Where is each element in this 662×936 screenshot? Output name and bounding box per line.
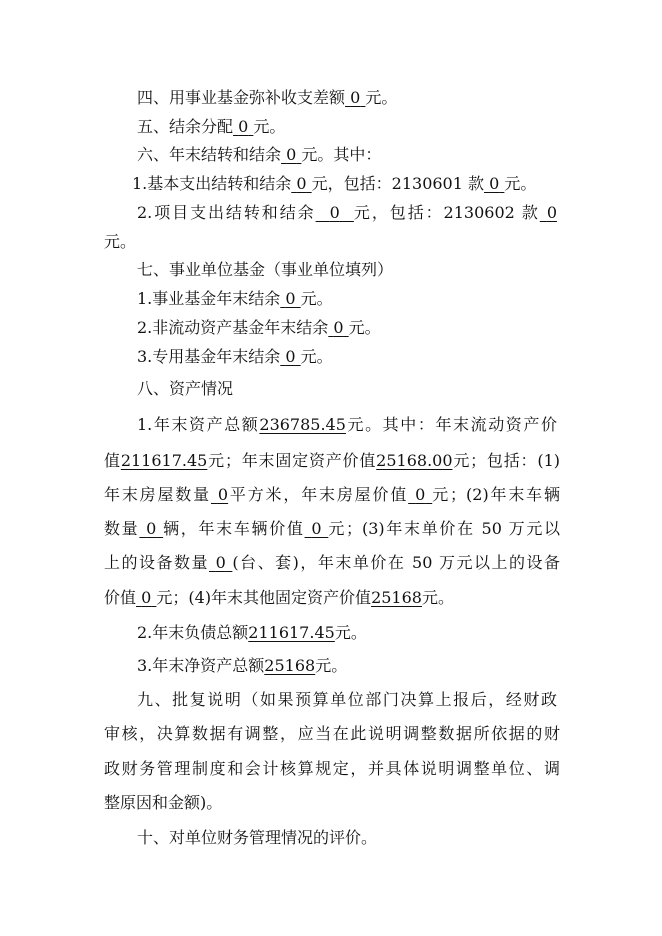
text: 数量: [104, 519, 140, 538]
section-5-line: [137, 116, 285, 138]
section-7-heading: 七、事业单位基金（事业单位填列）: [137, 260, 394, 279]
section-7-item-2: [137, 317, 381, 339]
section-6-item-2: [137, 202, 557, 224]
text: 元；(4)年末其他固定资产价值: [156, 588, 372, 607]
basic-carryover-value: 0: [296, 174, 307, 193]
other-fixed-assets-value: 25168: [371, 588, 422, 607]
project-carryover-value: 0: [329, 203, 340, 222]
asset-para-line-6: [104, 587, 454, 609]
equipment-value: 0: [141, 588, 152, 607]
text: 2.项目支出结转和结余: [137, 203, 316, 222]
section-8-heading: 八、资产情况: [137, 379, 234, 398]
text: 元。: [104, 232, 137, 251]
text: 五、结余分配: [137, 117, 234, 136]
vehicle-quantity-value: 0: [146, 519, 157, 538]
text: 元；(2)年末车辆: [432, 485, 560, 504]
asset-para-line-5: [104, 552, 560, 574]
text: 值: [104, 451, 121, 470]
text: 元。: [315, 656, 348, 675]
total-liabilities-value: 211617.45: [248, 623, 335, 642]
asset-para-line-2: [104, 450, 560, 472]
section-7-item-3: [137, 346, 333, 368]
special-fund-value: 0: [285, 347, 296, 366]
basic-carryover-2130601-value: 0: [489, 174, 500, 193]
house-value: 0: [415, 485, 426, 504]
text: 上的设备数量: [104, 553, 210, 572]
text: 元。: [334, 623, 367, 642]
asset-para-line-3: [104, 484, 560, 506]
text: 1.事业基金年末结余: [137, 289, 281, 308]
text: 元；(3)年末单价在 50 万元以: [328, 519, 561, 538]
asset-para-line-4: [104, 518, 560, 540]
text: 元。: [253, 117, 286, 136]
section-9-line-4: 整原因和金额)。: [104, 793, 223, 812]
section-9-line-2: 审核，决算数据有调整，应当在此说明调整数据所依据的财: [104, 724, 560, 743]
text: 元；包括：(1): [452, 451, 560, 470]
house-quantity-value: 0: [217, 485, 229, 504]
equipment-quantity-value: 0: [215, 553, 226, 572]
text: 元。其中：: [301, 145, 382, 164]
text: 价值: [104, 588, 137, 607]
section-9-line-1: 九、批复说明（如果预算单位部门决算上报后，经财政: [137, 690, 557, 709]
section-6-item-2-cont: [104, 231, 136, 253]
section-9-line-3: 政财务管理制度和会计核算规定，并具体说明调整单位、调: [104, 759, 560, 778]
surplus-distribution-value: 0: [238, 117, 249, 136]
text: 辆，年末车辆价值: [163, 519, 305, 538]
text: 3.年末净资产总额: [137, 656, 265, 675]
text: 元，包括：2130602 款: [353, 203, 540, 222]
text: 元。: [348, 318, 381, 337]
section-8-item-2: [137, 622, 367, 644]
text: 2.非流动资产基金年末结余: [137, 318, 329, 337]
total-assets-value: 236785.45: [259, 415, 346, 434]
text: 3.专用基金年末结余: [137, 347, 281, 366]
text: 元。: [300, 289, 333, 308]
net-assets-value: 25168: [264, 656, 316, 675]
text: 2.年末负债总额: [137, 623, 249, 642]
text: 1.年末资产总额: [137, 415, 260, 434]
text: 1.基本支出结转和结余: [132, 174, 292, 193]
text: 六、年末结转和结余: [137, 145, 282, 164]
text: (台、套)，年末单价在 50 万元以上的设备: [232, 553, 560, 572]
text: 平方米，年末房屋价值: [228, 485, 409, 504]
year-end-carryover-value: 0: [286, 145, 297, 164]
asset-para-line-1: [137, 414, 557, 436]
project-carryover-2130602-value: 0: [546, 203, 557, 222]
section-6-item-1: [132, 173, 536, 195]
text: 元。其中：年末流动资产价: [345, 415, 557, 434]
section-4-line: [137, 87, 397, 109]
fund-offset-value: 0: [350, 88, 361, 107]
text: 四、用事业基金弥补收支差额: [137, 88, 346, 107]
current-assets-value: 211617.45: [120, 451, 208, 470]
text: 元。: [365, 88, 398, 107]
fixed-assets-value: 25168.00: [376, 451, 453, 470]
text: 元；年末固定资产价值: [207, 451, 377, 470]
section-6-line: [137, 144, 381, 166]
text: 元，包括：2130601 款: [311, 174, 485, 193]
noncurrent-asset-fund-value: 0: [333, 318, 344, 337]
section-10-heading: 十、对单位财务管理情况的评价。: [137, 828, 378, 847]
career-fund-value: 0: [285, 289, 296, 308]
text: 元。: [300, 347, 333, 366]
section-8-item-3: [137, 655, 347, 677]
text: 年末房屋数量: [104, 485, 211, 504]
text: 元。: [421, 588, 454, 607]
section-7-item-1: [137, 288, 333, 310]
text: 元。: [504, 174, 537, 193]
vehicle-value: 0: [311, 519, 322, 538]
